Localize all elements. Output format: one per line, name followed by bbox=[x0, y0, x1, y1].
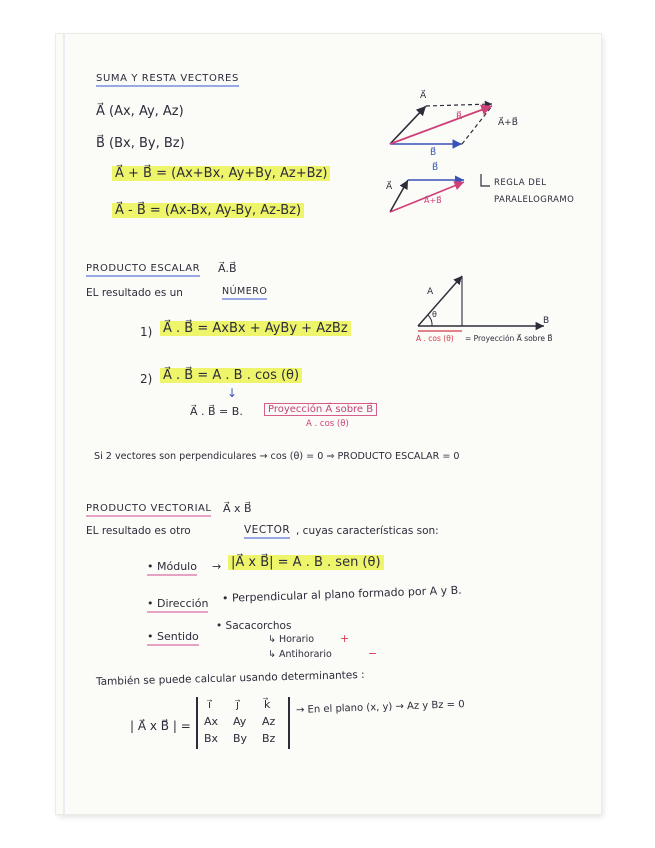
vector-intro-prefix: EL resultado es otro bbox=[86, 525, 191, 537]
rule-label-line1: REGLA DEL bbox=[494, 178, 547, 188]
matrix-cell-bz: Bz bbox=[262, 732, 276, 745]
antihorario-label: ↳ Antihorario bbox=[268, 649, 332, 660]
vector-title-symbol: A⃗ x B⃗ bbox=[223, 502, 252, 515]
down-arrow-icon: ↓ bbox=[227, 386, 238, 400]
determinant-lhs: | A⃗ x B⃗ | = bbox=[130, 719, 191, 733]
matrix-cell-j: j⃗ bbox=[236, 698, 240, 711]
perpendicular-note: Si 2 vectores son perpendiculares → cos (θ) = 0 ⇒ PRODUCTO ESCALAR = 0 bbox=[94, 451, 460, 462]
diagram2-label-a: A⃗ bbox=[386, 182, 393, 192]
vector-intro-emph: VECTOR bbox=[244, 524, 290, 539]
rule-bracket-icon bbox=[478, 173, 492, 189]
horario-label: ↳ Horario bbox=[268, 634, 315, 645]
vector-a-components: A⃗ (Ax, Ay, Az) bbox=[96, 104, 184, 119]
modulo-formula: |A⃗ x B⃗| = A . B . sen (θ) bbox=[228, 555, 384, 570]
difference-formula: A⃗ - B⃗ = (Ax-Bx, Ay-By, Az-Bz) bbox=[112, 203, 304, 218]
scalar-intro-prefix: EL resultado es un bbox=[86, 287, 183, 299]
section-title-suma-resta: SUMA Y RESTA VECTORES bbox=[96, 73, 239, 87]
matrix-cell-i: i⃗ bbox=[208, 698, 212, 711]
sum-formula: A⃗ + B⃗ = (Ax+Bx, Ay+By, Az+Bz) bbox=[112, 166, 330, 181]
matrix-cell-ay: Ay bbox=[233, 715, 247, 728]
section-title-producto-escalar: PRODUCTO ESCALAR bbox=[86, 263, 200, 277]
projection-box: Proyección A⃗ sobre B⃗ bbox=[264, 403, 377, 416]
antihorario-sign: − bbox=[368, 647, 378, 660]
modulo-label: • Módulo bbox=[147, 560, 197, 576]
horario-sign: + bbox=[340, 632, 350, 645]
projection-diagram-label-a: A bbox=[427, 287, 434, 297]
projection-vector-a bbox=[418, 276, 462, 326]
page-margin-line bbox=[63, 34, 65, 814]
sentido-text: • Sacacorchos bbox=[216, 620, 292, 632]
determinant-matrix bbox=[196, 697, 290, 749]
projection-diagram-label-proj: = Proyección A⃗ sobre B⃗ bbox=[465, 334, 553, 343]
rule-label-line2: PARALELOGRAMO bbox=[494, 195, 575, 205]
diagram1-label-r: R⃗ bbox=[456, 112, 463, 122]
modulo-arrow-icon: → bbox=[212, 560, 222, 573]
determinant-note: → En el plano (x, y) → Az y Bz = 0 bbox=[295, 699, 465, 716]
diagram1-label-b: B⃗ bbox=[430, 148, 437, 158]
scalar-intro-emph: NÚMERO bbox=[222, 286, 267, 300]
diagram1-label-a: A⃗ bbox=[420, 91, 427, 101]
projection-subscript: A . cos (θ) bbox=[306, 419, 349, 429]
scalar-formula2: A⃗ . B⃗ = A . B . cos (θ) bbox=[160, 368, 302, 383]
vector-a-arrow bbox=[390, 106, 426, 144]
vector-intro-suffix: , cuyas características son: bbox=[296, 525, 439, 537]
sentido-label: • Sentido bbox=[147, 630, 199, 646]
vector-b-components: B⃗ (Bx, By, Bz) bbox=[96, 136, 185, 151]
projection-diagram-label-acos: A . cos (θ) bbox=[416, 334, 454, 343]
scalar-formula2-number: 2) bbox=[140, 372, 153, 386]
scalar-formula1: A⃗ . B⃗ = AxBx + AyBy + AzBz bbox=[160, 321, 351, 336]
diagram1-label-sum: A⃗+B⃗ bbox=[498, 118, 518, 128]
matrix-cell-bx: Bx bbox=[204, 732, 219, 745]
diagram2-label-b: B⃗ bbox=[432, 163, 439, 173]
direccion-text: • Perpendicular al plano formado por A y B. bbox=[221, 583, 462, 605]
scalar-title-symbol: A⃗.B⃗ bbox=[218, 262, 237, 275]
projection-diagram-label-theta: θ bbox=[432, 310, 437, 319]
scalar-formula1-number: 1) bbox=[140, 325, 153, 339]
vector-b-dashed-arrow bbox=[426, 104, 492, 106]
para-vector-a bbox=[390, 180, 408, 212]
determinant-intro: También se puede calcular usando determinantes : bbox=[95, 668, 365, 688]
matrix-cell-az: Az bbox=[262, 715, 276, 728]
diagram2-label-sum: A⃗+B⃗ bbox=[424, 196, 442, 205]
direccion-label: • Dirección bbox=[147, 597, 208, 613]
projection-formula-prefix: A⃗ . B⃗ = B. bbox=[190, 405, 243, 418]
projection-diagram-label-b: B bbox=[543, 316, 550, 326]
matrix-cell-by: By bbox=[233, 732, 248, 745]
matrix-cell-k: k⃗ bbox=[264, 698, 271, 711]
section-title-producto-vectorial: PRODUCTO VECTORIAL bbox=[86, 503, 211, 517]
projection-diagram bbox=[412, 268, 552, 336]
matrix-cell-ax: Ax bbox=[204, 715, 219, 728]
